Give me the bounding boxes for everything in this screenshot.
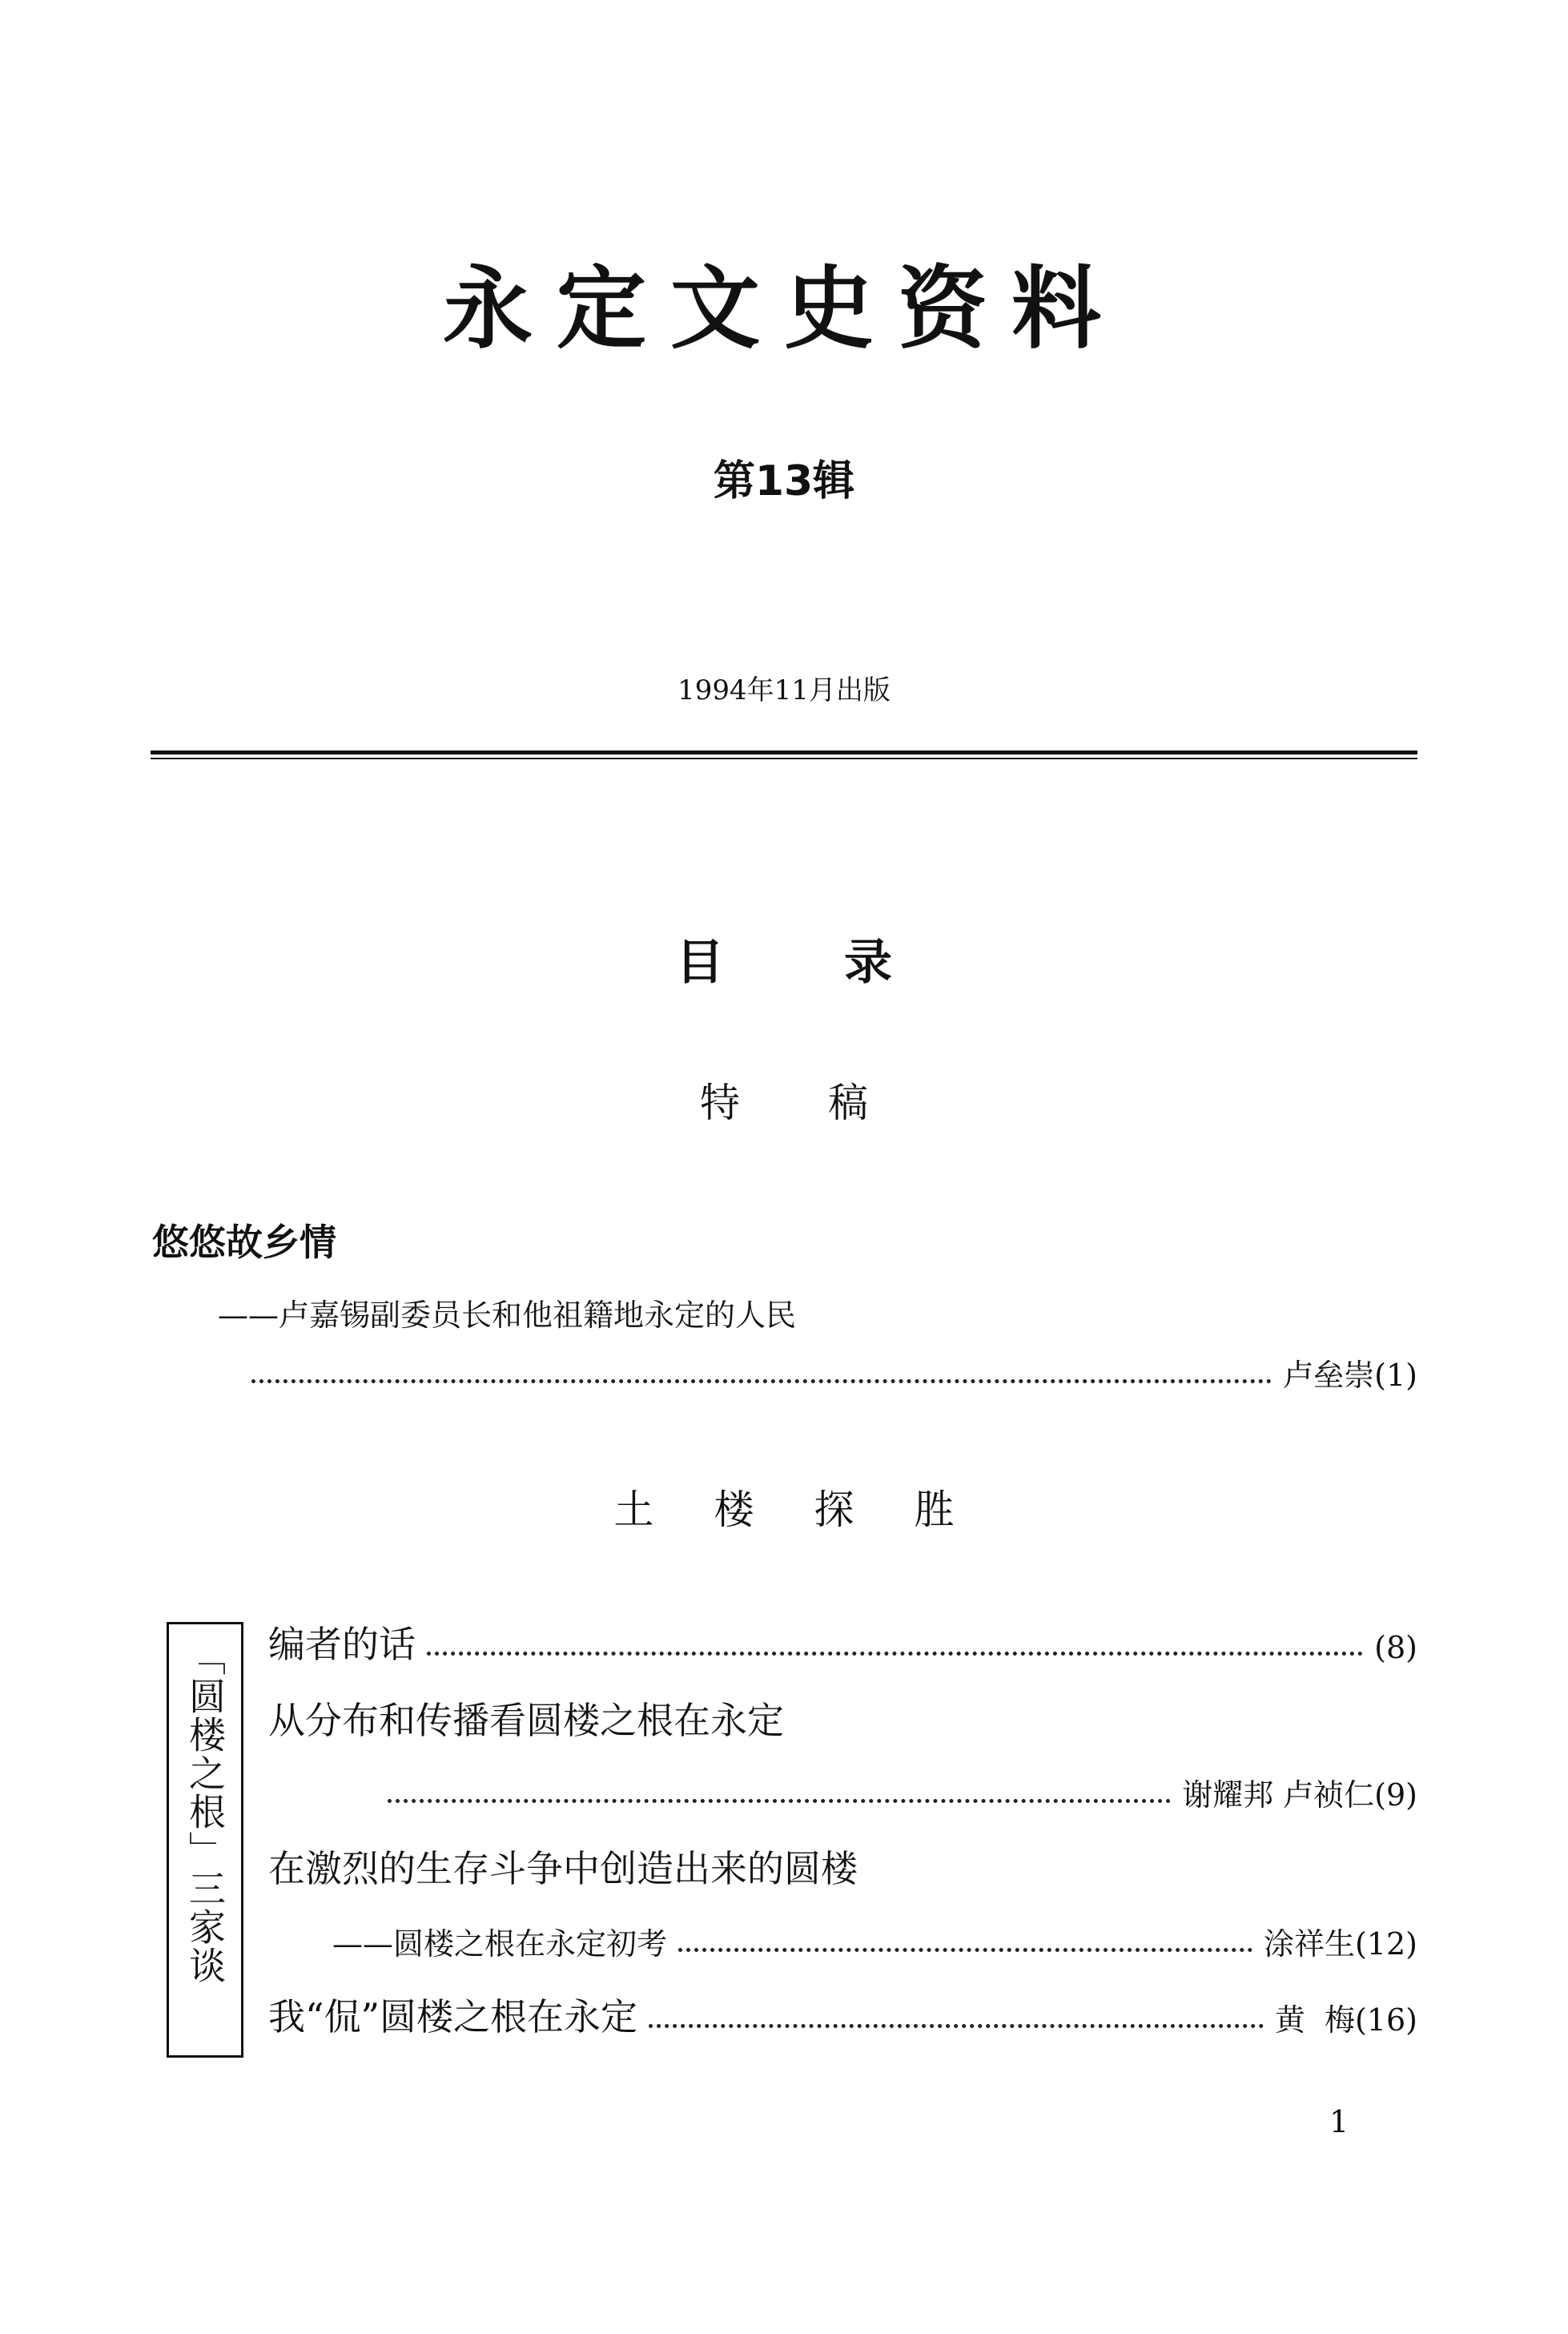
toc-entry-subtitle: ——卢嘉锡副委员长和他祖籍地永定的人民 — [218, 1298, 797, 1333]
toc-entry-title: 在激烈的生存斗争中创造出来的圆楼 — [268, 1847, 858, 1890]
toc-entry-page: (8) — [1374, 1630, 1417, 1665]
publication-date: 1994年11月出版 — [677, 674, 891, 706]
toc-entry-page: (12) — [1354, 1926, 1417, 1962]
toc-heading: 目录 — [676, 935, 1012, 991]
toc-entry-subtitle: ——圆楼之根在永定初考 — [332, 1926, 668, 1962]
toc-entry-title: 从分布和传播看圆楼之根在永定 — [268, 1699, 784, 1742]
toc-entry-page: (1) — [1374, 1358, 1417, 1393]
toc-entry-page: (16) — [1354, 2002, 1417, 2038]
side-label-box — [167, 1622, 243, 2058]
toc-entry-author: 谢耀邦 卢祯仁 — [1182, 1777, 1375, 1813]
dot-leader — [427, 1652, 1363, 1656]
toc-entry-author: 黄 梅 — [1274, 2002, 1355, 2038]
toc-entry-author: 卢垒崇 — [1283, 1358, 1375, 1393]
toc-entry-title: 编者的话 — [268, 1623, 416, 1666]
dot-leader — [388, 1799, 1171, 1803]
toc-entry-leader-row — [240, 1358, 1417, 1393]
toc-entry-title: 我“侃”圆楼之根在永定 — [268, 1995, 638, 2038]
section-heading-special: 特稿 — [700, 1080, 956, 1126]
toc-entry — [268, 1623, 1417, 1666]
section-heading-tulou: 土楼探胜 — [613, 1487, 1015, 1533]
dot-leader — [678, 1948, 1252, 1952]
header-divider — [151, 751, 1417, 755]
header-divider-thin — [151, 758, 1417, 759]
toc-entry-title: 悠悠故乡情 — [152, 1221, 336, 1264]
toc-entry-leader-row — [376, 1777, 1417, 1813]
toc-entry-leader-row — [332, 1926, 1417, 1962]
side-label: 「圆楼之根」三家谈 — [183, 1639, 227, 1985]
dot-leader — [251, 1379, 1272, 1383]
toc-entry-page: (9) — [1374, 1777, 1417, 1813]
toc-entry — [268, 1995, 1417, 2038]
page-number: 1 — [1329, 2104, 1349, 2139]
toc-entry-author: 涂祥生 — [1263, 1926, 1355, 1962]
issue-number: 第13辑 — [713, 457, 855, 505]
document-title: 永定文史资料 — [443, 256, 1125, 361]
dot-leader — [649, 2024, 1264, 2028]
